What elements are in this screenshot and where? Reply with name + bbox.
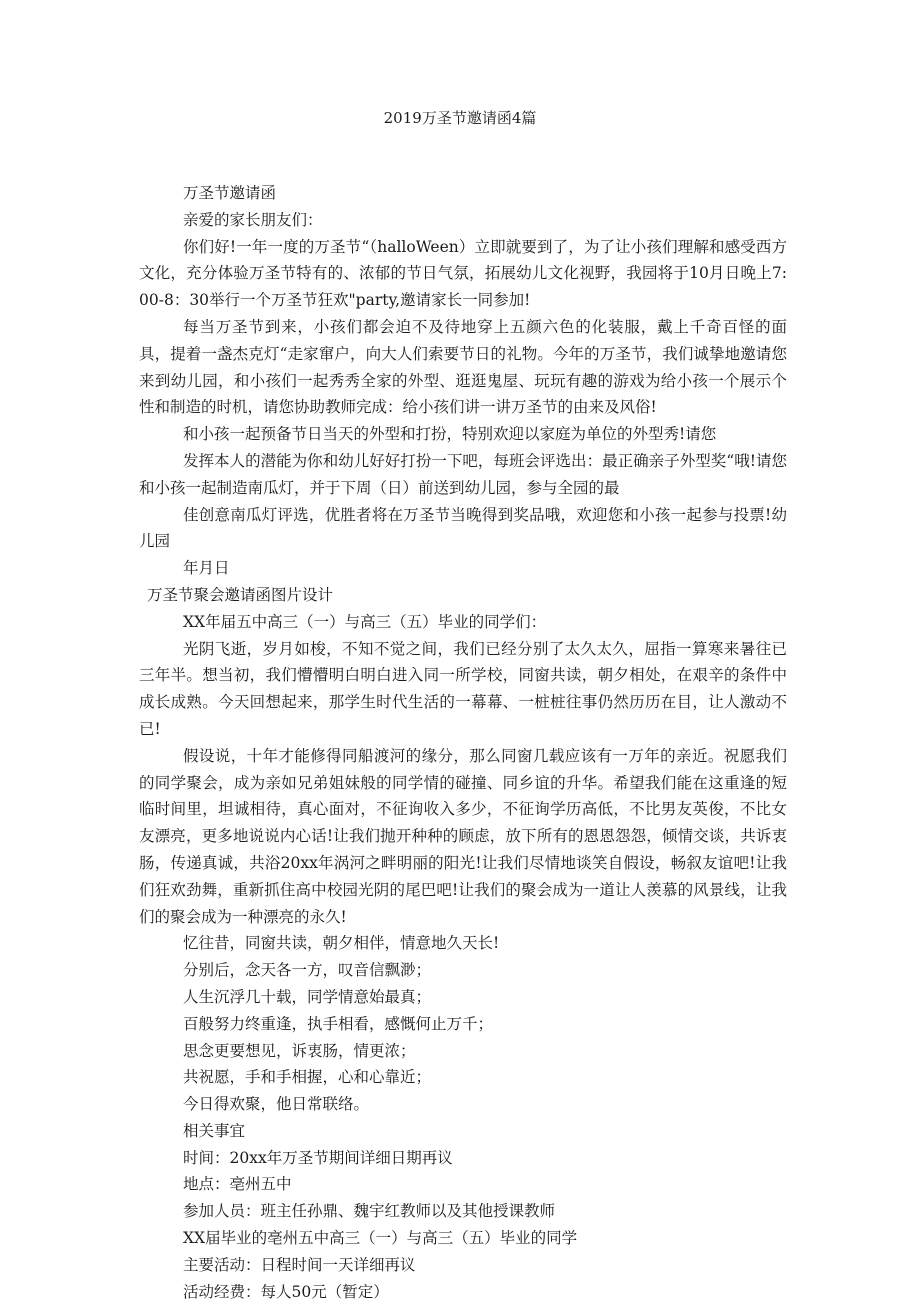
document-title: 2019万圣节邀请函4篇	[383, 109, 537, 127]
details-heading: 相关事宜	[183, 1121, 246, 1140]
letter2-paragraph: 光阴飞逝，岁月如梭，不知不觉之间，我们已经分别了太久太久，屈指一算寒来暑往已三年半。想当初，我们懵懵明白明白进入同一所学校，同窗共读，朝夕相处，在艰辛的条件中成长成熟。今天回想起来，那学生时代生活的一幕幕、一桩桩往事仍然历历在目，让人激动不已!	[139, 639, 787, 738]
detail-line: 时间：20xx年万圣节期间详细日期再议	[183, 1148, 453, 1167]
poem-line: 思念更要想见，诉衷肠，情更浓；	[183, 1041, 416, 1060]
letter1-paragraph: 发挥本人的潜能为你和幼儿好好打扮一下吧，每班会评选出：最正确亲子外型奖“哦!请您和小孩一起制造南瓜灯，并于下周（日）前送到幼儿园，参与全园的最	[139, 451, 787, 497]
letter2-greeting: XX年届五中高三（一）与高三（五）毕业的同学们：	[183, 612, 547, 631]
letter1-heading: 万圣节邀请函	[183, 184, 277, 202]
detail-line: 参加人员：班主任孙鼎、魏宇红教师以及其他授课教师	[183, 1202, 556, 1221]
poem-line: 今日得欢聚，他日常联络。	[183, 1095, 370, 1114]
poem-line: 分别后，念天各一方，叹音信飘渺；	[183, 961, 432, 980]
detail-line: 活动经费：每人50元（暂定）	[183, 1282, 389, 1301]
letter2-paragraph: 假设说，十年才能修得同船渡河的缘分，那么同窗几载应该有一万年的亲近。祝愿我们的同学聚会，成为亲如兄弟姐妹般的同学情的碰撞、同乡谊的升华。希望我们能在这重逢的短临时间里，坦诚相待，真心面对，不征询收入多少，不征询学历高低，不比男友英俊，不比女友漂亮，更多地说说内心话!让我们抛开种种的顾虑，放下所有的恩恩怨怨，倾情交谈，共诉衷肠，传递真诚，共浴20xx年涡河之畔明丽的阳光!让我们尽情地谈笑自假设，畅叙友谊吧!让我们狂欢劲舞，重新抓住高中校园光阴的尾巴吧!让我们的聚会成为一道让人羡慕的风景线，让我们的聚会成为一种漂亮的永久!	[139, 746, 787, 926]
letter1-paragraph: 和小孩一起预备节日当天的外型和打扮，特别欢迎以家庭为单位的外型秀!请您	[183, 425, 717, 444]
poem-line: 百般努力终重逢，执手相看，感慨何止万千；	[183, 1014, 494, 1033]
detail-line: 地点：亳州五中	[183, 1175, 292, 1194]
letter1-paragraph: 每当万圣节到来，小孩们都会迫不及待地穿上五颜六色的化装服，戴上千奇百怪的面具，提着一盏杰克灯“走家窜户，向大人们索要节日的礼物。今年的万圣节，我们诚挚地邀请您来到幼儿园，和小孩们一起秀秀全家的外型、逛逛鬼屋、玩玩有趣的游戏为给小孩一个展示个性和制造的时机，请您协助教师完成：给小孩们讲一讲万圣节的由来及风俗!	[139, 317, 787, 417]
letter1-paragraph: 你们好!一年一度的万圣节“（halloWeen）立即就要到了，为了让小孩们理解和感受西方文化，充分体验万圣节特有的、浓郁的节日气氛，拓展幼儿文化视野，我园将于10月日晚上7:00-8：30举行一个万圣节狂欢"party,邀请家长一同参加!	[139, 237, 787, 310]
poem-line: 人生沉浮几十载，同学情意始最真；	[183, 987, 432, 1006]
detail-line: XX届毕业的亳州五中高三（一）与高三（五）毕业的同学	[183, 1229, 578, 1248]
document-body	[139, 180, 787, 1305]
letter1-greeting: 亲爱的家长朋友们：	[183, 210, 323, 229]
letter2-heading: 万圣节聚会邀请函图片设计	[147, 585, 334, 604]
poem-line: 共祝愿，手和手相握，心和心靠近；	[183, 1068, 432, 1087]
letter1-date: 年月日	[183, 559, 230, 578]
letter1-paragraph: 佳创意南瓜灯评选，优胜者将在万圣节当晚得到奖品哦，欢迎您和小孩一起参与投票!幼儿园	[139, 505, 787, 551]
poem-line: 忆往昔，同窗共读，朝夕相伴，情意地久天长!	[183, 934, 500, 953]
detail-line: 主要活动：日程时间一天详细再议	[183, 1255, 416, 1274]
